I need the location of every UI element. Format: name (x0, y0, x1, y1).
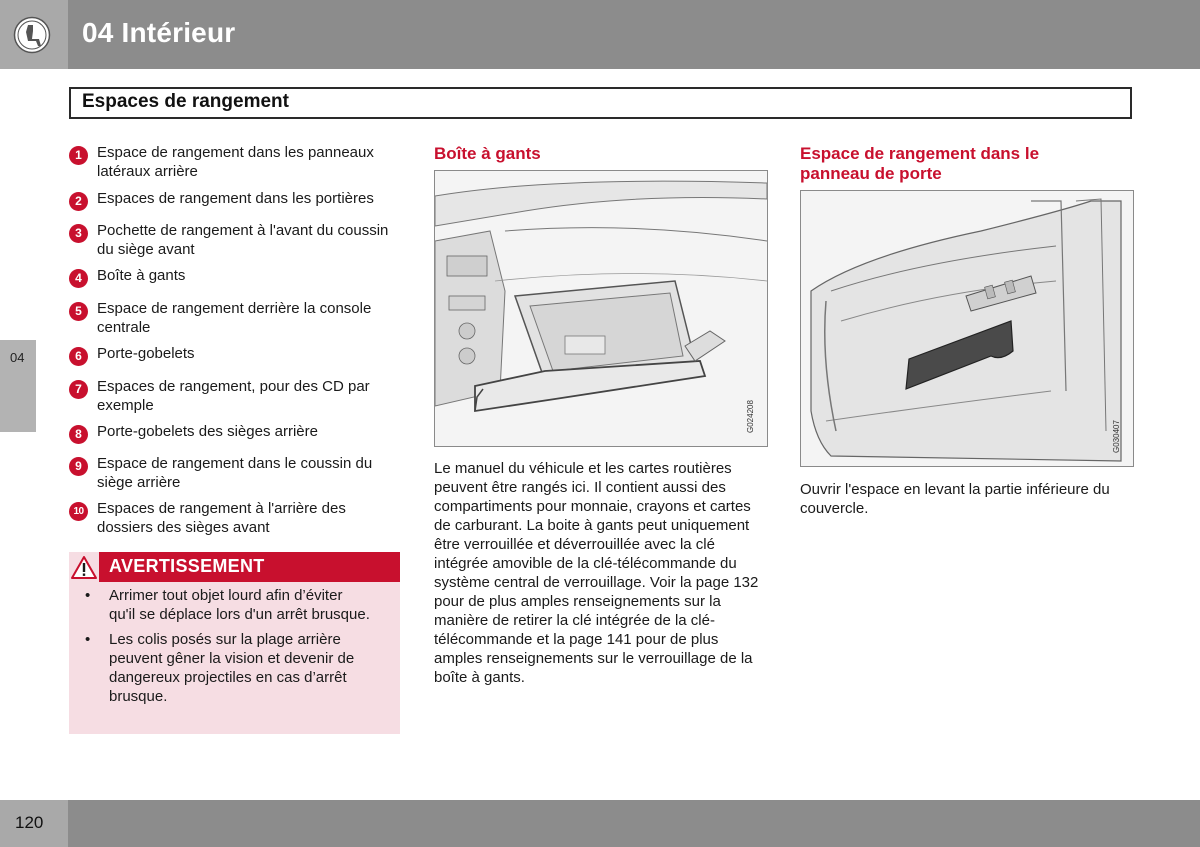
bullet-icon: • (85, 631, 91, 648)
list-item (69, 422, 404, 441)
list-item-text: Pochette de rangement à l'avant du coussin du siège avant (97, 222, 389, 258)
footer-bar (0, 800, 1200, 847)
list-item (69, 143, 404, 181)
list-item (69, 499, 404, 537)
list-item-text: Espace de rangement derrière la console centrale (97, 300, 372, 336)
number-badge: 10 (69, 502, 88, 521)
chapter-title: 04 Intérieur (82, 17, 236, 48)
number-badge: 6 (69, 347, 88, 366)
glovebox-illustration (435, 171, 767, 446)
list-item-text: Boîte à gants (97, 267, 186, 284)
figure-code: G030407 (1112, 420, 1121, 453)
list-item-text: Porte-gobelets des sièges arrière (97, 423, 318, 440)
seat-icon (13, 16, 51, 54)
warning-item-text: Arrimer tout objet lourd afin d’éviter qu'il se déplace lors d'un arrêt brusque. (109, 587, 370, 623)
door-panel-illustration (801, 191, 1133, 466)
number-badge: 8 (69, 425, 88, 444)
warning-box (69, 552, 400, 734)
number-badge: 3 (69, 224, 88, 243)
number-badge: 2 (69, 192, 88, 211)
page-number: 120 (15, 813, 44, 832)
storage-list (69, 143, 404, 537)
section-title-box (69, 87, 1132, 119)
list-item (69, 377, 404, 415)
glovebox-heading: Boîte à gants (434, 144, 541, 163)
list-item-text: Espace de rangement dans le coussin du siège arrière (97, 455, 373, 491)
list-item-text: Espaces de rangement à l'arrière des dossiers des sièges avant (97, 500, 346, 536)
glovebox-figure (434, 170, 768, 447)
figure-code: G024208 (746, 400, 755, 433)
warning-item (69, 586, 400, 624)
number-badge: 4 (69, 269, 88, 288)
glovebox-text: Le manuel du véhicule et les cartes routières peuvent être rangés ici. Il contient aussi des compartiments pour monnaie, crayons et cartes de carburant. La boite à gants peut uniquement être verrouillée et déverrouillée avec la clé intégrée amovible de la clé-télécommande du système central de verrouillage. Voir la page 132 pour de plus amples renseignements sur la manière de retirer la clé intégrée de la clé-télécommande et la page 141 pour de plus amples renseignements sur le verrouillage de la boîte à gants. (434, 460, 759, 686)
warning-icon-box (69, 552, 99, 582)
list-item (69, 189, 404, 208)
header-icon-area (0, 0, 68, 69)
door-panel-text: Ouvrir l'espace en levant la partie inférieure du couvercle. (800, 481, 1110, 517)
section-title: Espaces de rangement (82, 91, 289, 112)
warning-triangle-icon (69, 552, 99, 582)
list-item-text: Espaces de rangement, pour des CD par exemple (97, 378, 370, 414)
number-badge: 9 (69, 457, 88, 476)
list-item-text: Porte-gobelets (97, 345, 195, 362)
side-tab-label: 04 (10, 350, 25, 365)
list-item (69, 221, 404, 259)
door-panel-heading: Espace de rangement dans le panneau de porte (800, 144, 1040, 183)
warning-item-text: Les colis posés sur la plage arrière peuvent gêner la vision et devenir de dangereux projectiles en cas d’arrêt brusque. (109, 631, 355, 705)
chapter-side-tab (0, 340, 36, 432)
list-item (69, 266, 404, 285)
list-item (69, 454, 404, 492)
number-badge: 5 (69, 302, 88, 321)
warning-item (69, 630, 400, 706)
list-item (69, 299, 404, 337)
door-panel-figure (800, 190, 1134, 467)
bullet-icon: • (85, 587, 91, 604)
warning-header (69, 552, 400, 582)
warning-list (69, 586, 400, 712)
list-item (69, 344, 404, 363)
number-badge: 1 (69, 146, 88, 165)
list-item-text: Espace de rangement dans les panneaux latéraux arrière (97, 144, 374, 180)
number-badge: 7 (69, 380, 88, 399)
warning-title: AVERTISSEMENT (109, 556, 265, 576)
list-item-text: Espaces de rangement dans les portières (97, 190, 374, 207)
